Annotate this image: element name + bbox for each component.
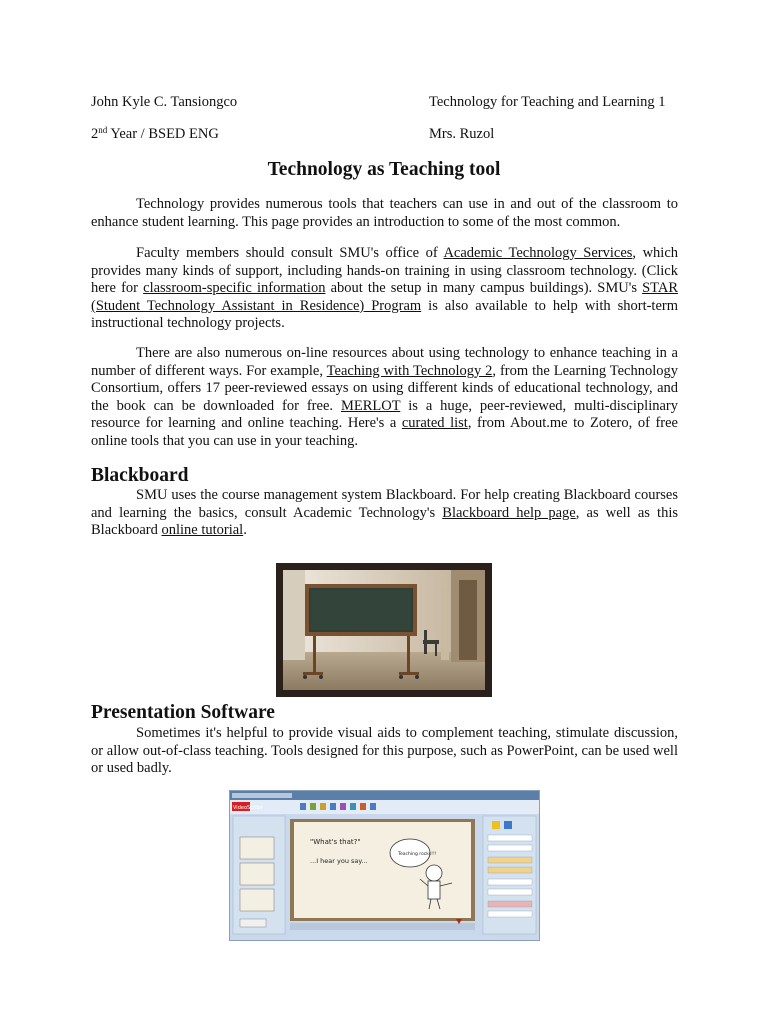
author-name: John Kyle C. Tansiongco xyxy=(91,94,238,110)
text-span: , from the Learning Technology Consortium, offers 17 peer-reviewed essays on using different kinds of educational technology, and the book can be downloaded for free. xyxy=(91,362,678,414)
logo-text: VideoScribe xyxy=(233,805,263,811)
text-span: , from About.me to Zotero, of free online tools that you can use in your teaching. xyxy=(91,415,678,449)
text-span: is also available to help with short-term instructional technology projects. xyxy=(91,297,679,332)
year-ordinal: nd xyxy=(98,125,108,135)
blackboard-photo xyxy=(276,563,492,697)
intro-paragraph-3 xyxy=(91,345,678,451)
merlot-link[interactable]: MERLOT xyxy=(340,397,401,414)
text-span: SMU uses the course management system Blackboard. For help creating Blackboard courses and learning the basics, consult Academic Technology's xyxy=(91,487,678,521)
text-span: about the setup in many campus buildings). SMU's xyxy=(325,280,643,297)
bubble-text: Teaching rocks!!! xyxy=(398,852,437,857)
teaching-with-technology-link[interactable]: Teaching with Technology 2 xyxy=(326,362,493,379)
text-span: . xyxy=(243,522,247,539)
blackboard-paragraph xyxy=(91,487,678,540)
presentation-software-screenshot xyxy=(229,790,540,941)
slide-text-1: "What's that?" xyxy=(310,838,361,846)
text-span: is a huge, peer-reviewed, multi-disciplinary resource for learning and online teaching. Here's a xyxy=(91,397,678,432)
year-section xyxy=(91,125,219,143)
presentation-paragraph: Sometimes it's helpful to provide visual aids to complement teaching, stimulate discussion, or allow out-of-class teaching. Tools designed for this purpose, such as PowerPoint, can be used well or used badly. xyxy=(91,725,678,777)
screenshot-illustration xyxy=(230,791,539,940)
intro-paragraph-2 xyxy=(91,245,678,333)
presentation-heading: Presentation Software xyxy=(91,702,275,723)
year-number: 2 xyxy=(91,126,99,142)
curated-list-link[interactable]: curated list xyxy=(401,415,468,432)
photo-scene xyxy=(283,570,485,690)
academic-technology-services-link[interactable]: Academic Technology Services xyxy=(443,245,633,261)
teacher-name: Mrs. Ruzol xyxy=(429,126,495,142)
text-span: Faculty members should consult SMU's office of xyxy=(136,245,444,261)
year-program: Year / BSED ENG xyxy=(107,126,219,142)
blackboard-help-page-link[interactable]: Blackboard help page xyxy=(442,504,576,521)
page-title: Technology as Teaching tool xyxy=(267,159,501,180)
text-span: , as well as this Blackboard xyxy=(91,504,678,539)
blackboard-illustration xyxy=(283,570,485,690)
star-program-link[interactable]: STAR (Student Technology Assistant in Residence) Program xyxy=(91,280,679,314)
classroom-specific-information-link[interactable]: classroom-specific information xyxy=(143,280,326,297)
intro-paragraph-1: Technology provides numerous tools that teachers can use in and out of the classroom to enhance student learning. This page provides an introduction to some of the most common. xyxy=(91,196,678,230)
text-span: , which provides many kinds of support, including hands-on training in using classroom technology. (Click here for xyxy=(91,245,678,297)
blackboard-heading: Blackboard xyxy=(91,465,189,486)
course-name: Technology for Teaching and Learning 1 xyxy=(429,94,666,110)
text-span: There are also numerous on-line resources about using technology to enhance teaching in a number of different ways. For example, xyxy=(91,345,678,379)
slide-text-2: ...I hear you say... xyxy=(310,857,368,865)
online-tutorial-link[interactable]: online tutorial xyxy=(161,522,244,539)
